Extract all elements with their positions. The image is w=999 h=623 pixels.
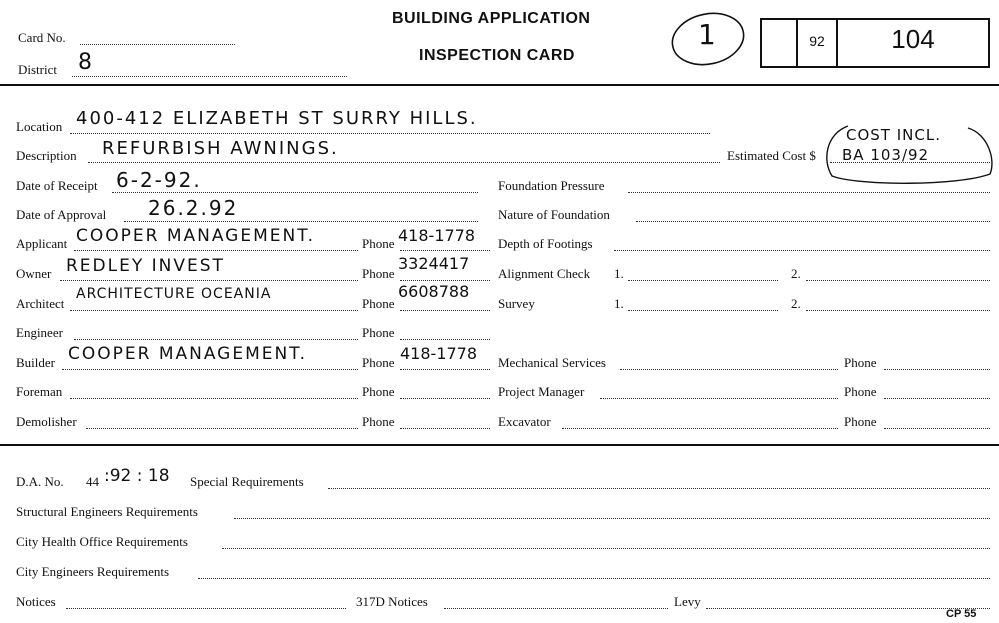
box-number: 104 xyxy=(891,24,935,54)
builder-phone-label: Phone xyxy=(362,355,395,370)
notices-317d-label: 317D Notices xyxy=(356,594,428,609)
depth-of-footings-label: Depth of Footings xyxy=(498,236,593,251)
survey-line2 xyxy=(806,310,990,311)
description-value: REFURBISH AWNINGS. xyxy=(102,138,339,159)
builder-line xyxy=(62,369,358,370)
date-of-receipt-line xyxy=(112,192,478,193)
form-code: CP 55 xyxy=(946,608,977,620)
engineer-phone-line xyxy=(400,339,490,340)
excavator-label: Excavator xyxy=(498,414,551,429)
architect-phone-label: Phone xyxy=(362,296,395,311)
nature-of-foundation-label: Nature of Foundation xyxy=(498,207,610,222)
da-value: :92 : 18 xyxy=(104,466,170,486)
district-value: 8 xyxy=(78,50,94,75)
structural-line xyxy=(234,518,990,519)
card-no-line xyxy=(80,44,235,45)
demolisher-phone-line xyxy=(400,428,490,429)
demolisher-line xyxy=(86,428,358,429)
builder-label: Builder xyxy=(16,355,55,370)
date-of-receipt-value: 6-2-92. xyxy=(116,168,202,192)
mechanical-services-phone-line xyxy=(884,369,990,370)
mechanical-services-phone-label: Phone xyxy=(844,355,877,370)
foundation-pressure-line xyxy=(628,192,990,193)
applicant-phone-label: Phone xyxy=(362,236,395,251)
owner-phone-label: Phone xyxy=(362,266,395,281)
builder-phone: 418-1778 xyxy=(400,344,478,363)
architect-label: Architect xyxy=(16,296,65,311)
date-of-approval-value: 26.2.92 xyxy=(148,196,239,220)
health-line xyxy=(222,548,990,549)
special-requirements-line xyxy=(328,488,990,489)
excavator-phone-label: Phone xyxy=(844,414,877,429)
engineers-label: City Engineers Requirements xyxy=(16,564,170,579)
applicant-line xyxy=(74,250,358,251)
engineer-phone-label: Phone xyxy=(362,325,395,340)
location-line xyxy=(70,133,710,134)
architect-line xyxy=(70,310,358,311)
project-manager-line xyxy=(600,398,838,399)
project-manager-phone-label: Phone xyxy=(844,384,877,399)
alignment-check-label: Alignment Check xyxy=(498,266,591,281)
description-label: Description xyxy=(16,148,77,163)
notices-317d-line xyxy=(444,608,668,609)
mechanical-services-line xyxy=(620,369,838,370)
foreman-phone-label: Phone xyxy=(362,384,395,399)
excavator-phone-line xyxy=(884,428,990,429)
cost-note-line2: BA 103/92 xyxy=(842,146,930,164)
description-line xyxy=(88,162,720,163)
alignment-check-line1 xyxy=(628,280,778,281)
survey-line1 xyxy=(628,310,778,311)
engineer-line xyxy=(74,339,358,340)
architect-phone-line xyxy=(400,310,490,311)
owner-line xyxy=(60,280,358,281)
title-line2: INSPECTION CARD xyxy=(419,47,575,64)
survey-num1: 1. xyxy=(614,296,624,311)
project-manager-phone-line xyxy=(884,398,990,399)
foreman-phone-line xyxy=(400,398,490,399)
builder-value: COOPER MANAGEMENT. xyxy=(68,344,307,364)
estimated-cost-label: Estimated Cost $ xyxy=(727,148,816,163)
foreman-line xyxy=(70,398,358,399)
engineer-label: Engineer xyxy=(16,325,63,340)
alignment-check-num2: 2. xyxy=(791,266,801,281)
health-label: City Health Office Requirements xyxy=(16,534,188,549)
date-of-approval-line xyxy=(124,221,478,222)
architect-value: ARCHITECTURE OCEANIA xyxy=(76,286,272,302)
applicant-value: COOPER MANAGEMENT. xyxy=(76,226,315,246)
demolisher-phone-label: Phone xyxy=(362,414,395,429)
top-rule xyxy=(0,84,999,86)
notices-line xyxy=(66,608,346,609)
location-label: Location xyxy=(16,119,63,134)
demolisher-label: Demolisher xyxy=(16,414,77,429)
builder-phone-line xyxy=(400,369,490,370)
structural-label: Structural Engineers Requirements xyxy=(16,504,198,519)
date-of-receipt-label: Date of Receipt xyxy=(16,178,98,193)
applicant-label: Applicant xyxy=(16,236,68,251)
da-no-label: D.A. No. xyxy=(16,474,64,489)
district-label: District xyxy=(18,62,57,77)
da-prefix: 44 xyxy=(86,474,99,489)
nature-of-foundation-line xyxy=(636,221,990,222)
district-line xyxy=(72,76,347,77)
foreman-label: Foreman xyxy=(16,384,63,399)
survey-num2: 2. xyxy=(791,296,801,311)
architect-phone: 6608788 xyxy=(398,282,470,301)
depth-of-footings-line xyxy=(614,250,990,251)
owner-value: REDLEY INVEST xyxy=(66,256,225,276)
middle-rule xyxy=(0,444,999,446)
applicant-phone-line xyxy=(400,250,490,251)
alignment-check-line2 xyxy=(806,280,990,281)
owner-phone-line xyxy=(400,280,490,281)
mechanical-services-label: Mechanical Services xyxy=(498,355,606,370)
location-value: 400-412 ELIZABETH ST SURRY HILLS. xyxy=(76,108,478,129)
special-requirements-label: Special Requirements xyxy=(190,474,304,489)
survey-label: Survey xyxy=(498,296,535,311)
applicant-phone: 418-1778 xyxy=(398,226,476,245)
owner-label: Owner xyxy=(16,266,52,281)
date-of-approval-label: Date of Approval xyxy=(16,207,107,222)
levy-label: Levy xyxy=(674,594,701,609)
box-year: 92 xyxy=(809,33,825,49)
owner-phone: 3324417 xyxy=(398,254,470,273)
engineers-line xyxy=(198,578,990,579)
cost-note-line1: COST INCL. xyxy=(846,126,941,144)
excavator-line xyxy=(562,428,838,429)
foundation-pressure-label: Foundation Pressure xyxy=(498,178,605,193)
card-no-label: Card No. xyxy=(18,30,66,45)
project-manager-label: Project Manager xyxy=(498,384,585,399)
alignment-check-num1: 1. xyxy=(614,266,624,281)
title-line1: BUILDING APPLICATION xyxy=(392,10,591,27)
circled-number: 1 xyxy=(698,18,718,51)
notices-label: Notices xyxy=(16,594,56,609)
